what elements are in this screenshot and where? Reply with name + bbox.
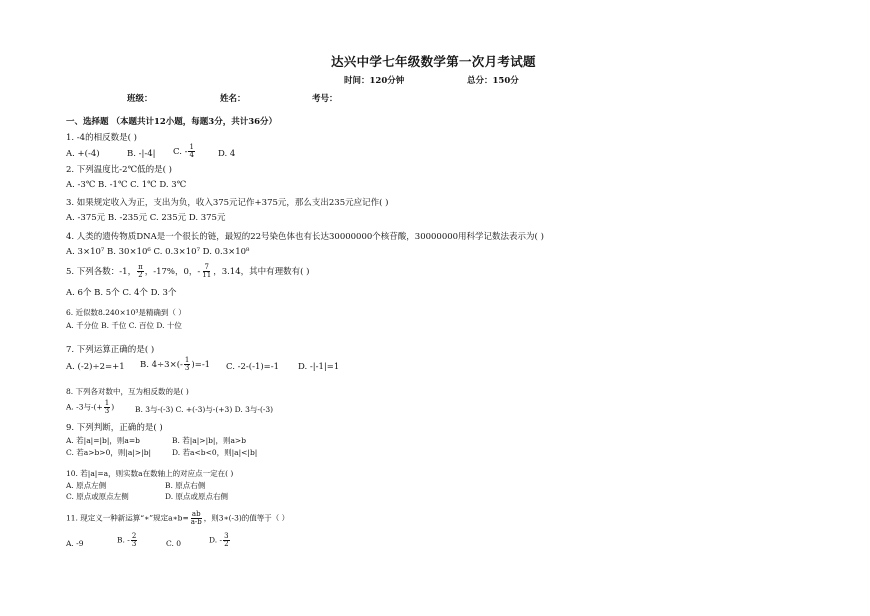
question-4-stem: 4. 人类的遗传物质DNA是一个很长的链，最短的22号染色体也有长达30000000个核苷酸，30000000用科学记数法表示为( ) [66,232,544,242]
section-heading-choice: 一、选择题 （本题共计12小题，每题3分，共计36分） [66,117,278,127]
question-8-options-b-c-d: B. 3与-(-3) C. +(-3)与-(+3) D. 3与-(-3) [135,405,274,414]
question-11-option-d: D. - $\frac{3}{2}$ [209,532,229,548]
exam-id-label: 考号： [312,94,338,104]
question-9-option-b: B. 若|a|>|b|，则a>b [172,436,247,445]
question-1-option-c-fraction: $\frac{1}{4}$ [189,143,194,159]
question-3-stem: 3. 如果规定收入为正，支出为负，收入375元记作+375元，那么支出235元应记作( ) [66,198,389,208]
exam-total-score: 总分：150分 [467,76,519,86]
question-11-option-a: A. -9 [66,539,84,548]
question-1-option-c: C. - $\frac{1}{4}$ [173,143,194,159]
question-11-option-d-fraction: $\frac{3}{2}$ [224,532,229,548]
question-7-option-c: C. -2-(-1)=-1 [226,362,280,372]
question-8-stem: 8. 下列各对数中，互为相反数的是( ) [66,387,189,396]
question-7-stem: 7. 下列运算正确的是( ) [66,345,155,355]
class-label: 班级： [127,94,153,104]
question-1-option-d: D. 4 [218,149,236,159]
question-11-option-c: C. 0 [166,539,182,548]
question-5-stem: 5. 下列各数：-1， $\frac{\pi}{2}$ ，-17%，0，- $\frac{7}{11}$ ，3.14，其中有理数有( ) [66,263,310,279]
question-5-fraction-7-11: $\frac{7}{11}$ [202,263,212,279]
question-10-option-d: D. 原点或原点右侧 [165,492,229,501]
question-7-option-b: B. 4÷3×(- $\frac{1}{3}$ )=-1 [140,356,211,372]
question-9-stem: 9. 下列判断，正确的是( ) [66,423,163,433]
question-8-option-a-fraction: $\frac{1}{3}$ [104,399,110,415]
question-11-stem: 11. 现定义一种新运算“∗”规定a∗b= $\frac{ab}{a-b}$ ，则3∗(-3)的值等于（ ） [66,510,290,526]
question-5-options: A. 6个 B. 5个 C. 4个 D. 3个 [66,288,177,298]
question-1-option-a: A. +(-4) [66,149,100,159]
question-11-option-b-fraction: $\frac{2}{3}$ [131,532,137,548]
question-1-option-b: B. -|-4| [127,149,156,159]
question-11-option-b: B. - $\frac{2}{3}$ [117,532,137,548]
question-7-option-a: A. (-2)÷2=+1 [66,362,125,372]
question-2-stem: 2. 下列温度比-2℃低的是( ) [66,165,172,175]
question-7-option-d: D. -|-1|=1 [298,362,340,372]
exam-time: 时间：120分钟 [344,76,405,86]
question-10-option-a: A. 原点左侧 [66,481,107,490]
name-label: 姓名： [220,94,246,104]
question-7-option-b-fraction: $\frac{1}{3}$ [184,356,190,372]
question-10-option-b: B. 原点右侧 [165,481,206,490]
question-6-stem: 6. 近似数8.240×10³是精确到（ ） [66,308,186,317]
question-11-definition-fraction: $\frac{ab}{a-b}$ [190,510,202,526]
question-9-option-a: A. 若|a|=|b|，则a=b [66,436,140,445]
question-1-stem: 1. -4的相反数是( ) [66,133,137,143]
question-4-options: A. 3×10⁷ B. 30×10⁶ C. 0.3×10⁷ D. 0.3×10⁸ [66,247,250,257]
question-3-options: A. -375元 B. -235元 C. 235元 D. 375元 [66,213,226,223]
question-9-option-d: D. 若a<b<0，则|a|<|b| [172,448,258,457]
question-9-option-c: C. 若a>b>0，则|a|>|b| [66,448,152,457]
exam-title: 达兴中学七年级数学第一次月考试题 [331,54,536,69]
question-2-options: A. -3℃ B. -1℃ C. 1℃ D. 3℃ [66,180,187,190]
question-10-option-c: C. 原点或原点左侧 [66,492,129,501]
question-5-fraction-pi-2: $\frac{\pi}{2}$ [138,263,143,279]
question-8-option-a: A. -3与-(+ $\frac{1}{3}$ ) [66,399,115,415]
question-10-stem: 10. 若|a|=a，则实数a在数轴上的对应点一定在( ) [66,469,234,478]
question-6-options: A. 千分位 B. 千位 C. 百位 D. 十位 [66,321,182,330]
